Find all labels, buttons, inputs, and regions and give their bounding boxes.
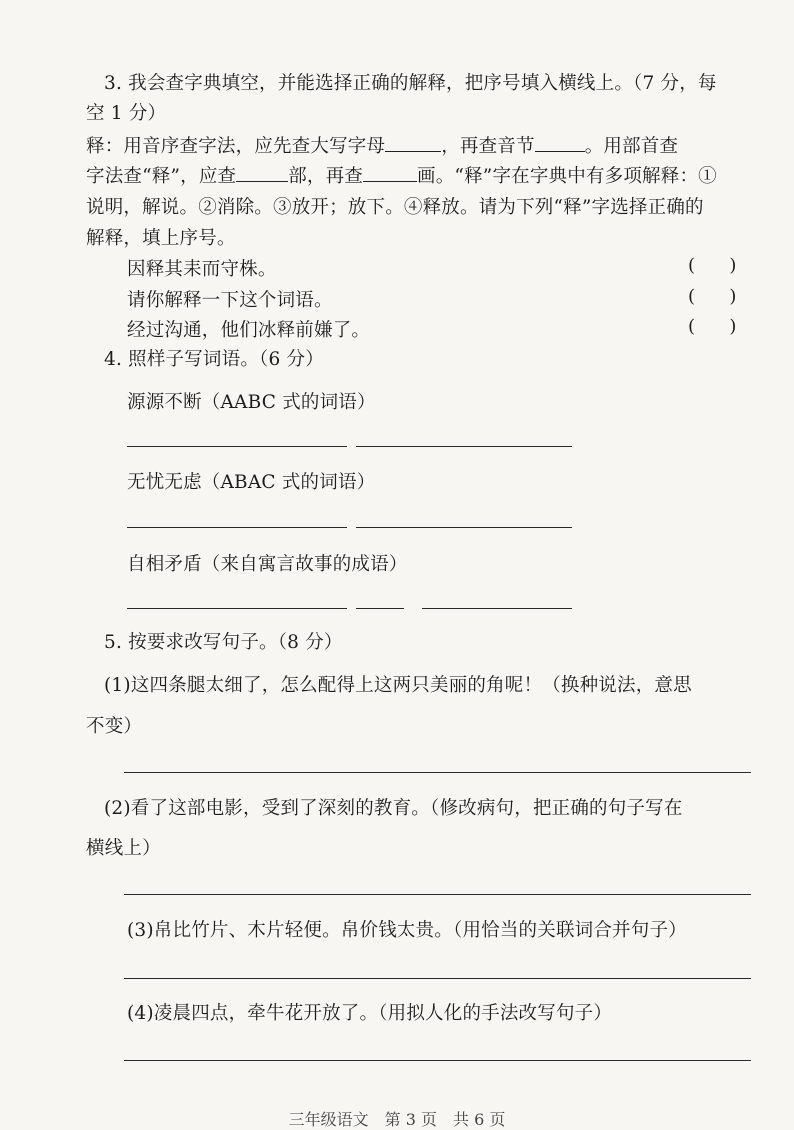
q5-sentence-4: (4)凌晨四点，牵牛花开放了。（用拟人化的手法改写句子） xyxy=(127,1003,613,1024)
q3-text: 字法查“释”，应查 xyxy=(86,166,237,187)
q4-example-1: 源源不断（AABC 式的词语） xyxy=(127,392,376,413)
q5-sentence-1-line1: (1)这四条腿太细了，怎么配得上这两只美丽的角呢！（换种说法，意思 xyxy=(104,675,692,696)
q3-paragraph-line3: 说明，解说。②消除。③放开；放下。④释放。请为下列“释”字选择正确的 xyxy=(86,197,704,218)
page-footer: 三年级语文 第 3 页 共 6 页 xyxy=(288,1110,506,1129)
q3-text: ，再查音节 xyxy=(441,136,535,157)
q3-text: 。用部首查 xyxy=(584,136,679,157)
answer-line[interactable] xyxy=(356,608,404,609)
q4-example-2: 无忧无虑（ABAC 式的词语） xyxy=(127,472,376,493)
q3-item-3: 经过沟通，他们冰释前嫌了。 xyxy=(127,320,371,341)
q3-paragraph-line2 xyxy=(86,163,717,190)
q5-sentence-2-line2: 横线上） xyxy=(86,838,161,859)
q3-text: 画。“释”字在字典中有多项解释：① xyxy=(417,166,717,187)
answer-line[interactable] xyxy=(124,894,751,895)
q3-title-line1: 3. 我会查字典填空，并能选择正确的解释，把序号填入横线上。（7 分，每 xyxy=(104,73,717,94)
answer-line[interactable] xyxy=(356,446,572,447)
strokes-blank[interactable] xyxy=(363,163,417,182)
answer-paren-3[interactable]: ( ) xyxy=(688,316,737,337)
answer-line[interactable] xyxy=(127,446,347,447)
q5-title: 5. 按要求改写句子。（8 分） xyxy=(104,632,343,653)
answer-paren-2[interactable]: ( ) xyxy=(688,286,737,307)
q3-item-2: 请你解释一下这个词语。 xyxy=(127,290,333,311)
q3-item-1: 因释其耒而守株。 xyxy=(127,259,277,280)
radical-blank[interactable] xyxy=(236,163,288,182)
q5-sentence-3: (3)帛比竹片、木片轻便。帛价钱太贵。（用恰当的关联词合并句子） xyxy=(127,920,687,941)
letter-blank[interactable] xyxy=(385,133,441,152)
answer-line[interactable] xyxy=(127,608,347,609)
q5-sentence-1-line2: 不变） xyxy=(86,716,143,737)
q3-title-line2: 空 1 分） xyxy=(86,103,167,124)
answer-line[interactable] xyxy=(422,608,572,609)
q5-sentence-2-line1: (2)看了这部电影，受到了深刻的教育。（修改病句，把正确的句子写在 xyxy=(104,798,683,819)
answer-line[interactable] xyxy=(124,978,751,979)
q4-example-3: 自相矛盾（来自寓言故事的成语） xyxy=(127,554,408,575)
syllable-blank[interactable] xyxy=(535,133,585,152)
q3-text: 释：用音序查字法，应先查大写字母 xyxy=(86,136,386,157)
answer-line[interactable] xyxy=(127,527,347,528)
q3-paragraph-line1 xyxy=(86,133,678,160)
q3-text: 部，再查 xyxy=(288,166,364,187)
q3-paragraph-line4: 解释，填上序号。 xyxy=(86,228,236,249)
answer-line[interactable] xyxy=(356,527,572,528)
answer-line[interactable] xyxy=(124,1060,751,1061)
q4-title: 4. 照样子写词语。（6 分） xyxy=(104,349,324,370)
answer-line[interactable] xyxy=(124,772,751,773)
answer-paren-1[interactable]: ( ) xyxy=(688,255,737,276)
